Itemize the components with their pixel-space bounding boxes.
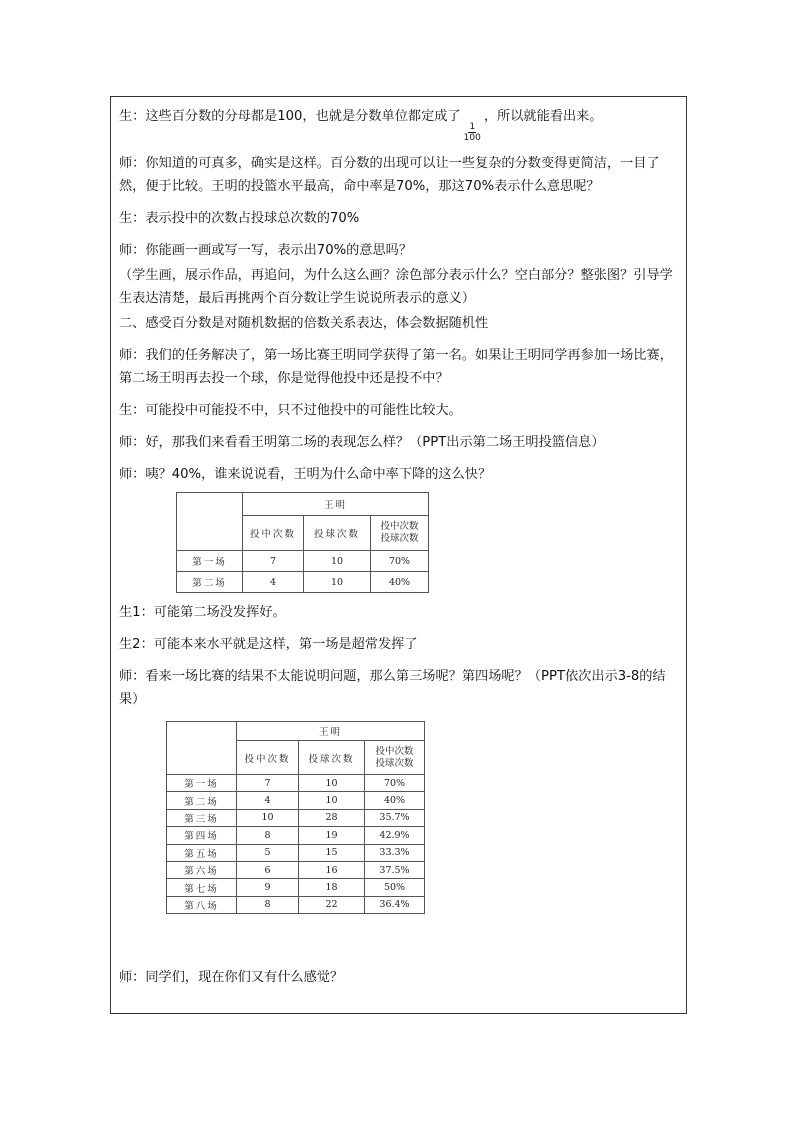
row-game-label: 第二场 [177, 572, 243, 593]
table-row [177, 572, 429, 593]
row-hits: 9 [237, 879, 299, 896]
row-hits: 7 [243, 551, 304, 572]
table-row [177, 551, 429, 572]
row-game-label: 第三场 [167, 809, 237, 826]
table-corner-cell [177, 493, 243, 551]
table-group-header: 王明 [237, 722, 425, 741]
row-shots: 10 [304, 572, 371, 593]
row-shots: 16 [299, 861, 365, 878]
row-shots: 28 [299, 809, 365, 826]
table-games-1-2 [176, 492, 429, 593]
row-hits: 6 [237, 861, 299, 878]
row-shots: 22 [299, 896, 365, 913]
table-row [167, 792, 425, 809]
row-hits: 8 [237, 827, 299, 844]
col-header-shots: 投球次数 [299, 741, 365, 775]
rate-header-bottom: 投球次数 [375, 757, 414, 769]
fraction-numerator: 1 [469, 122, 476, 132]
paragraph-13: 师：看来一场比赛的结果不太能说明问题，那么第三场呢？第四场呢？（PPT依次出示3-8的结果） [119, 669, 666, 707]
row-game-label: 第六场 [167, 861, 237, 878]
row-rate: 36.4% [365, 896, 425, 913]
lesson-content [119, 105, 678, 998]
col-header-rate [371, 516, 429, 551]
row-rate: 42.9% [365, 827, 425, 844]
row-shots: 15 [299, 844, 365, 861]
row-game-label: 第二场 [167, 792, 237, 809]
row-rate: 33.3% [365, 844, 425, 861]
col-header-hits: 投中次数 [237, 741, 299, 775]
row-hits: 4 [237, 792, 299, 809]
table-row [167, 775, 425, 792]
fraction-denominator: 100 [463, 133, 481, 143]
table-corner-cell [167, 722, 237, 775]
row-rate: 37.5% [365, 861, 425, 878]
row-shots: 19 [299, 827, 365, 844]
paragraph-5: （学生画，展示作品，再追问，为什么这么画？涂色部分表示什么？空白部分？整张图？引导学生表达清楚，最后再挑两个百分数让学生说说所表示的意义） [119, 268, 673, 306]
row-rate: 40% [365, 792, 425, 809]
row-hits: 8 [237, 896, 299, 913]
row-game-label: 第四场 [167, 827, 237, 844]
row-rate: 70% [365, 775, 425, 792]
table-row [167, 879, 425, 896]
row-shots: 10 [304, 551, 371, 572]
row-rate: 35.7% [365, 809, 425, 826]
row-hits: 5 [237, 844, 299, 861]
paragraph-4: 师：你能画一画或写一写，表示出70%的意思吗？ [119, 243, 413, 258]
paragraph-14: 师：同学们，现在你们又有什么感觉？ [119, 970, 344, 986]
row-shots: 18 [299, 879, 365, 896]
paragraph-11: 生1：可能第二场没发挥好。 [119, 605, 286, 620]
paragraph-3: 生：表示投中的次数占投球总次数的70% [119, 211, 360, 226]
row-shots: 10 [299, 775, 365, 792]
paragraph-10: 师：咦？40%，谁来说说看，王明为什么命中率下降的这么快？ [119, 467, 492, 482]
row-shots: 10 [299, 792, 365, 809]
lesson-frame [110, 96, 687, 1014]
row-game-label: 第八场 [167, 896, 237, 913]
paragraph-12: 生2：可能本来水平就是这样，第一场是超常发挥了 [119, 637, 418, 652]
row-rate: 70% [371, 551, 429, 572]
rate-header-top: 投中次数 [380, 521, 419, 532]
row-game-label: 第七场 [167, 879, 237, 896]
row-rate: 50% [365, 879, 425, 896]
row-game-label: 第一场 [167, 775, 237, 792]
col-header-rate [365, 741, 425, 775]
fraction-1-over-100 [463, 122, 482, 143]
paragraph-2: 师：你知道的可真多，确实是这样。百分数的出现可以让一些复杂的分数变得更简洁，一目了然，便于比较。王明的投篮水平最高，命中率是70%，那这70%表示什么意思呢？ [119, 156, 660, 194]
paragraph-7: 师：我们的任务解决了，第一场比赛王明同学获得了第一名。如果让王明同学再参加一场比赛，第二场王明再去投一个球，你是觉得他投中还是投不中？ [119, 348, 673, 386]
col-header-hits: 投中次数 [243, 516, 304, 551]
table-row [167, 844, 425, 861]
paragraph-8: 生：可能投中可能投不中，只不过他投中的可能性比较大。 [119, 403, 462, 418]
blank-space [119, 914, 678, 966]
table-row [167, 827, 425, 844]
row-game-label: 第一场 [177, 551, 243, 572]
row-hits: 7 [237, 775, 299, 792]
rate-header-top: 投中次数 [375, 745, 414, 757]
table-row [167, 861, 425, 878]
row-hits: 4 [243, 572, 304, 593]
table-group-header: 王明 [243, 493, 429, 516]
paragraph-9: 师：好，那我们来看看王明第二场的表现怎么样？（PPT出示第二场王明投篮信息） [119, 435, 605, 450]
col-header-shots: 投球次数 [304, 516, 371, 551]
row-hits: 10 [237, 809, 299, 826]
table-row [167, 896, 425, 913]
p1-text-before: 生：这些百分数的分母都是100，也就是分数单位都定成了 [119, 109, 461, 124]
p1-text-after: ，所以就能看出来。 [483, 109, 603, 124]
row-rate: 40% [371, 572, 429, 593]
row-game-label: 第五场 [167, 844, 237, 861]
table-games-1-8 [166, 721, 425, 914]
table-row [167, 809, 425, 826]
rate-header-bottom: 投球次数 [380, 533, 419, 544]
paragraph-1 [119, 105, 678, 143]
paragraph-6: 二、感受百分数是对随机数据的倍数关系表达，体会数据随机性 [119, 316, 489, 331]
